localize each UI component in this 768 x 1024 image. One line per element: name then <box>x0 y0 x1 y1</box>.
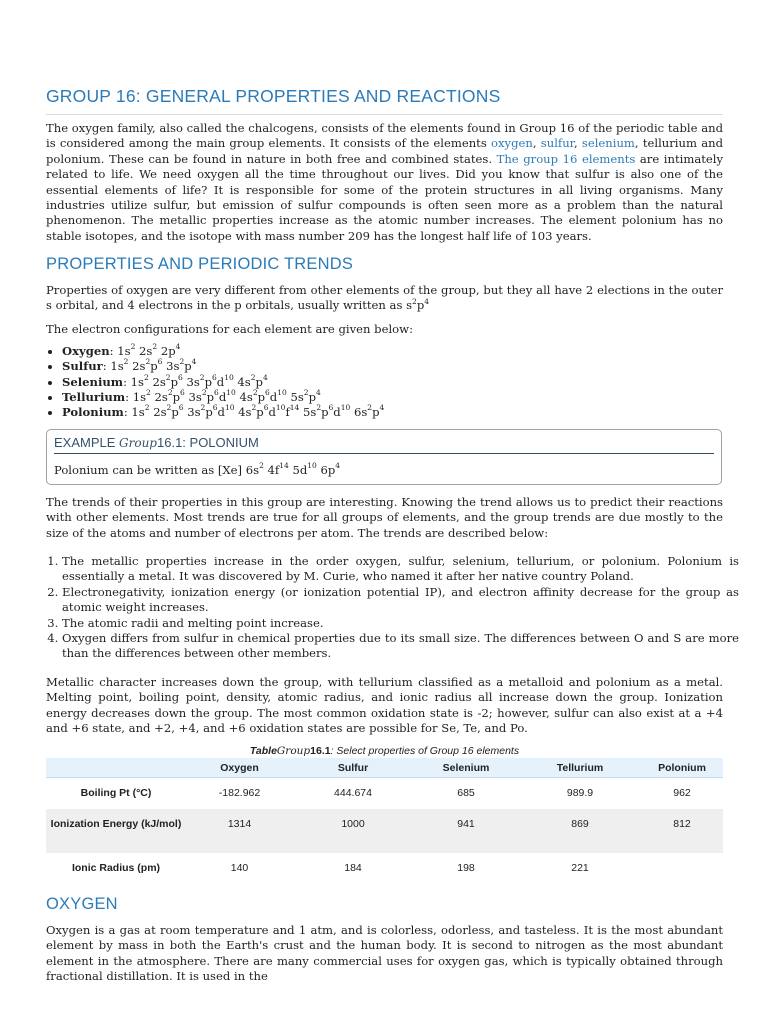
element-name: Tellurium <box>62 389 126 404</box>
column-header: Tellurium <box>519 758 641 778</box>
element-name: Polonium <box>62 405 124 420</box>
example-body: Polonium can be written as [Xe] $6s^2$ $4f^{14}$ $5d^{10}$ $6p^4$ <box>54 461 341 477</box>
element-name: Sulfur <box>62 359 103 374</box>
table-cell: 444.674 <box>334 787 372 799</box>
config-item: • Selenium: $1s^2$ $2s^2p^6$ $3s^2p^6d^{10}$ $4s^2p^4$ <box>62 375 384 390</box>
column-header: Selenium <box>413 758 519 778</box>
superscript: 4 <box>191 357 197 367</box>
config-item: • Polonium: $1s^2$ $2s^2p^6$ $3s^2p^6d^{10}$ $4s^2p^6d^{10}f^{14}$ $5s^2p^6d^{10}$ $6s^2p^4$ <box>62 405 384 420</box>
row-header: Ionic Radius (pm) <box>71 862 161 874</box>
superscript: 14 <box>289 403 300 413</box>
superscript: 4 <box>315 388 321 398</box>
superscript: 2 <box>199 372 205 382</box>
link-group-16-elements[interactable]: The group 16 elements <box>496 151 636 166</box>
config-item: • Sulfur: $1s^2$ $2s^2p^6$ $3s^2p^4$ <box>62 359 384 374</box>
superscript: 2 <box>146 388 151 398</box>
superscript: 2 <box>250 372 256 382</box>
table-cell: 685 <box>457 787 475 799</box>
table-cell: 1000 <box>293 809 413 853</box>
superscript: 2 <box>201 388 207 398</box>
superscript: 6 <box>157 357 163 367</box>
superscript: 6 <box>212 403 218 413</box>
table-cell: 140 <box>230 862 249 874</box>
column-header: Polonium <box>641 758 723 778</box>
superscript: 2 <box>367 403 373 413</box>
link-sulfur[interactable]: sulfur <box>540 136 574 151</box>
properties-paragraph: Properties of oxygen are very different from other elements of the group, but they all have 2 elections in the outer s orbital, and 4 electrons in the p orbitals, usually written as $s^2p^4$ <box>46 283 723 313</box>
trend-item: 2. Electronegativity, ionization energy (or ionization potential IP), and electron affinity decrease for the group as atomic weight increases. <box>62 585 739 616</box>
table-row <box>46 809 723 853</box>
trends-list <box>46 554 739 662</box>
superscript: 4 <box>262 372 268 382</box>
config-item: • Tellurium: $1s^2$ $2s^2p^6$ $3s^2p^6d^{10}$ $4s^2p^6d^{10}$ $5s^2p^4$ <box>62 390 384 405</box>
section-heading-properties: PROPERTIES AND PERIODIC TRENDS <box>46 255 354 273</box>
row-header: Boiling Pt (°C) <box>80 787 152 799</box>
superscript: 2 <box>165 372 171 382</box>
config-intro: The electron configurations for each element are given below: <box>46 322 413 336</box>
superscript: 6 <box>263 403 269 413</box>
table-cell: 941 <box>413 809 519 853</box>
superscript: 10 <box>277 388 287 398</box>
table-cell: 1314 <box>186 809 293 853</box>
link-selenium[interactable]: selenium <box>581 136 635 151</box>
trends-paragraph: The trends of their properties in this group are interesting. Knowing the trend allows us to predict their reactions with other elements. Most trends are true for all groups of elements, and the group trends are due mostly to the size of the atoms and number of electrons per atom. The trends are described below: <box>46 495 723 540</box>
intro-paragraph: The oxygen family, also called the chalcogens, consists of the elements found in Group 16 of the periodic table and is considered among the main group elements. It consists of the elements oxygen, sulfur, selenium, tellurium and polonium. These can be found in nature in both free and combined states. The group 16 elements are intimately related to life. We need oxygen all the time throughout our lives. Did you know that sulfur is also one of the essential elements of life? It is responsible for some of the protein structures in all living organisms. Many industries utilize sulfur, but emission of sulfur compounds is often seen more as a problem than the natural phenomenon. The metallic properties increase as the atomic number increases. The element polonium has no stable isotopes, and the isotope with mass number 209 has the longest half life of 103 years. <box>46 121 724 243</box>
electron-config-list <box>46 344 384 420</box>
table-caption: TableGroup16.1: Select properties of Group 16 elements <box>249 745 520 757</box>
superscript: 10 <box>226 388 236 398</box>
table-cell: 869 <box>519 809 641 853</box>
superscript: 10 <box>275 403 286 413</box>
superscript: 2 <box>166 403 172 413</box>
link-oxygen[interactable]: oxygen <box>491 136 533 151</box>
table-cell: 198 <box>457 862 475 874</box>
column-header <box>46 758 186 778</box>
superscript: 2 <box>252 388 258 398</box>
superscript: 6 <box>178 403 184 413</box>
superscript: 6 <box>177 372 183 382</box>
properties-table <box>46 758 723 881</box>
superscript: 2 <box>251 403 257 413</box>
trend-item: 3. The atomic radii and melting point increase. <box>62 616 739 631</box>
superscript: 10 <box>224 372 234 382</box>
superscript: 2 <box>123 357 129 367</box>
superscript: 2 <box>179 357 185 367</box>
section-heading-oxygen: OXYGEN <box>46 895 118 913</box>
table-row <box>46 778 723 810</box>
superscript: 2 <box>200 403 206 413</box>
superscript: 2 <box>145 357 151 367</box>
table-cell: 221 <box>571 862 589 874</box>
superscript: 6 <box>211 372 217 382</box>
superscript: 10 <box>340 403 351 413</box>
superscript: 2 <box>259 461 264 471</box>
row-header: Ionization Energy (kJ/mol) <box>46 809 186 853</box>
trend-item: 1. The metallic properties increase in the order oxygen, sulfur, selenium, tellurium, or polonium. Polonium is essentially a metal. It was discovered by M. Curie, who named it after her native country Poland. <box>62 554 739 585</box>
superscript: 10 <box>307 461 317 471</box>
superscript: 14 <box>279 461 289 471</box>
superscript: 2 <box>144 403 150 413</box>
metallic-paragraph: Metallic character increases down the group, with tellurium classified as a metalloid and polonium as a metal. Melting point, boiling point, density, atomic radius, and ionic radius all increase down the group. Ionization energy decreases down the group. The most common oxidation state is -2; however, sulfur can also exist at a +4 and +6 state, and +2, +4, and +6 oxidation states are possible for Se, Te, and Po. <box>46 675 723 736</box>
superscript: 6 <box>180 388 185 398</box>
table-cell: 989.9 <box>566 787 594 799</box>
superscript: 2 <box>167 388 173 398</box>
trend-item: 4. Oxygen differs from sulfur in chemical properties due to its small size. The differences between O and S are more than the differences between other members. <box>62 631 739 662</box>
superscript: 4 <box>379 403 385 413</box>
table-cell: 962 <box>673 787 691 799</box>
element-name: Selenium <box>62 374 124 389</box>
column-header: Oxygen <box>186 758 293 778</box>
superscript: 6 <box>328 403 334 413</box>
superscript: 2 <box>316 403 322 413</box>
table-cell: 812 <box>641 809 723 853</box>
superscript: 2 <box>152 342 158 352</box>
superscript: 2 <box>130 342 136 352</box>
superscript: 2 <box>303 388 309 398</box>
section-heading-group16: GROUP 16: GENERAL PROPERTIES AND REACTIONS <box>46 86 723 115</box>
config-item: • Oxygen: $1s^2$ $2s^2$ $2p^4$ <box>62 344 384 359</box>
oxygen-paragraph: Oxygen is a gas at room temperature and 1 atm, and is colorless, odorless, and tasteless. It is the most abundant element by mass in both the Earth's crust and the human body. It is second to nitrogen as the most abundant element in the atmosphere. There are many commercial uses for oxygen gas, which is typically obtained through fractional distillation. It is used in the <box>46 923 723 984</box>
superscript: 2 <box>143 372 149 382</box>
column-header: Sulfur <box>293 758 413 778</box>
superscript: 6 <box>265 388 270 398</box>
table-cell: -182.962 <box>218 787 261 799</box>
superscript: 6 <box>214 388 219 398</box>
table-cell <box>641 853 723 881</box>
element-name: Oxygen <box>62 344 110 358</box>
table-row <box>46 853 723 881</box>
example-box <box>46 429 722 485</box>
example-title: EXAMPLE Group16.1: POLONIUM <box>54 435 714 454</box>
superscript: 10 <box>224 403 235 413</box>
superscript: 4 <box>175 342 181 352</box>
table-cell: 184 <box>344 862 362 874</box>
superscript: 4 <box>335 461 341 471</box>
